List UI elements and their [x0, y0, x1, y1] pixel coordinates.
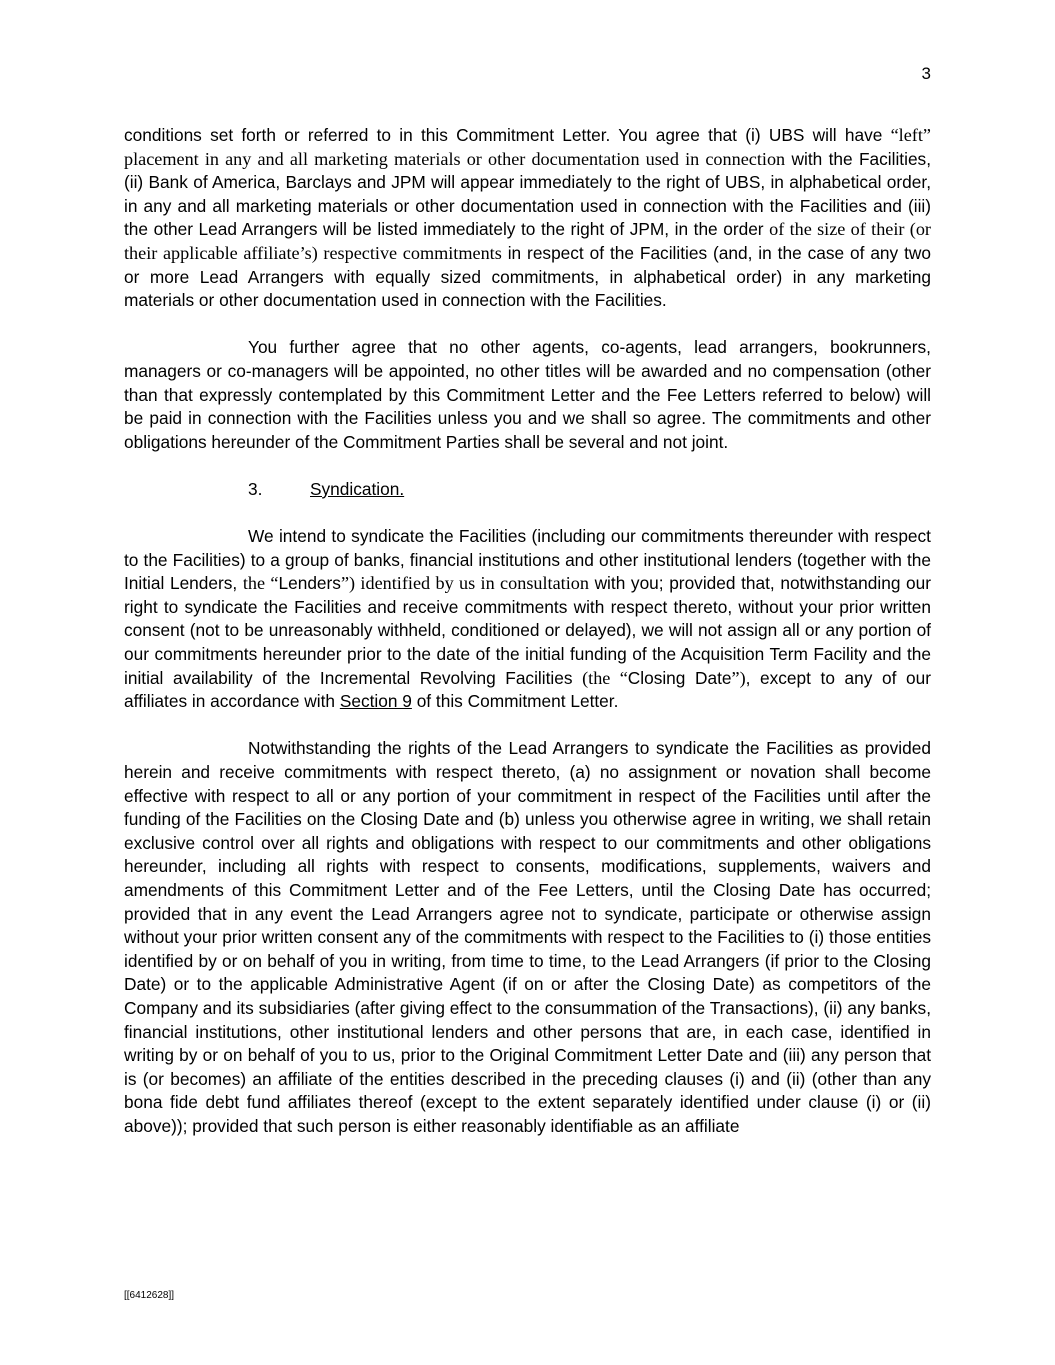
- text-run: ”): [731, 667, 746, 688]
- paragraph-syndication-intent: [124, 525, 931, 714]
- text-run: “left” placement in any and all marketing materials or other documentation used in connection: [124, 125, 931, 169]
- text-run: We intend to syndicate the Facilities (including our commitments thereunder with respect to the Facilities) to a group of banks, financial institutions and other institutional lenders (together with the Initial Lenders,: [124, 526, 931, 594]
- section-title: Syndication.: [310, 478, 405, 499]
- text-run: conditions set forth or referred to in this Commitment Letter. You agree that (i) UBS will have: [124, 125, 891, 145]
- paragraph-no-other-agents: You further agree that no other agents, co-agents, lead arrangers, bookrunners, managers or co-managers will be appointed, no other titles will be awarded and no compensation (other than that expressly contemplated by this Commitment Letter and the Fee Letters referred to below) will be paid in connection with the Facilities unless you and we shall so agree. The commitments and other obligations hereunder of the Commitment Parties shall be several and not joint.: [124, 337, 931, 452]
- paragraph-placement: [124, 124, 931, 313]
- footer-document-id: [[6412628]]: [124, 1290, 175, 1301]
- defined-term-closing-date: Closing Date: [627, 667, 732, 688]
- text-run: with you; provided that, notwithstanding our right to syndicate the Facilities and receive commitments with respect thereto, without your prior written consent (not to be unreasonably withheld, conditioned or delayed), we will not assign all or any portion of our commitments hereunder prior to the date of the initial funding of the Acquisition Term Facility and the initial availability of the Incremental Revolving Facilities: [124, 573, 932, 688]
- section-number: 3.: [248, 478, 263, 499]
- text-run: of the size of their (or their applicable affiliate’s) respective commitments: [124, 219, 931, 263]
- text-run: in respect of the Facilities (and, in the case of any two or more Lead Arrangers with equally sized commitments, in alphabetical order) in any marketing materials or other documentation used in connection with the Facilities.: [124, 242, 931, 311]
- text-run: (the “: [582, 667, 628, 688]
- section-reference: Section 9: [339, 691, 412, 712]
- document-body: [124, 124, 931, 1139]
- text-run: with the Facilities, (ii) Bank of America, Barclays and JPM will appear immediately to the right of UBS, in alphabetical order, in any and all marketing materials or other documentation used in connection with the Facilities and (iii) the other Lead Arrangers will be listed immediately to the right of JPM, in the order: [124, 148, 931, 240]
- text-run: , except to any of our affiliates in accordance with: [124, 667, 931, 712]
- defined-term-lenders: Lenders: [278, 573, 341, 594]
- text-run: the “: [242, 573, 279, 594]
- page-number: 3: [921, 64, 931, 83]
- text-run: of this Commitment Letter.: [411, 691, 619, 712]
- text-run: ”) identified by us in consultation: [340, 573, 589, 594]
- paragraph-syndication-rights: Notwithstanding the rights of the Lead Arrangers to syndicate the Facilities as provided herein and receive commitments with respect thereto, (a) no assignment or novation shall become effective with respect to all or any portion of your commitment in respect of the Facilities until after the funding of the Facilities on the Closing Date and (b) unless you otherwise agree in writing, we shall retain exclusive control over all rights and obligations with respect to our commitments and other obligations hereunder, including all rights with respect to consents, modifications, supplements, waivers and amendments of this Commitment Letter and of the Fee Letters, until the Closing Date has occurred; provided that in any event the Lead Arrangers agree not to syndicate, participate or otherwise assign without your prior written consent any of the commitments with respect to the Facilities to (i) those entities identified by or on behalf of you in writing, from time to time, to the Lead Arrangers (if prior to the Closing Date) or to the applicable Administrative Agent (if on or after the Closing Date) as competitors of the Company and its subsidiaries (after giving effect to the consummation of the Transactions), (ii) any banks, financial institutions, other institutional lenders and other persons that are, in each case, identified in writing by or on behalf of you to us, prior to the Original Commitment Letter Date and (iii) any person that is (or becomes) an affiliate of the entities described in the preceding clauses (i) and (ii) (other than any bona fide debt fund affiliates thereof (except to the extent separately identified under clause (i) or (ii) above)); provided that such person is either reasonably identifiable as an affiliate: [124, 738, 931, 1136]
- section-heading-syndication: [124, 478, 931, 502]
